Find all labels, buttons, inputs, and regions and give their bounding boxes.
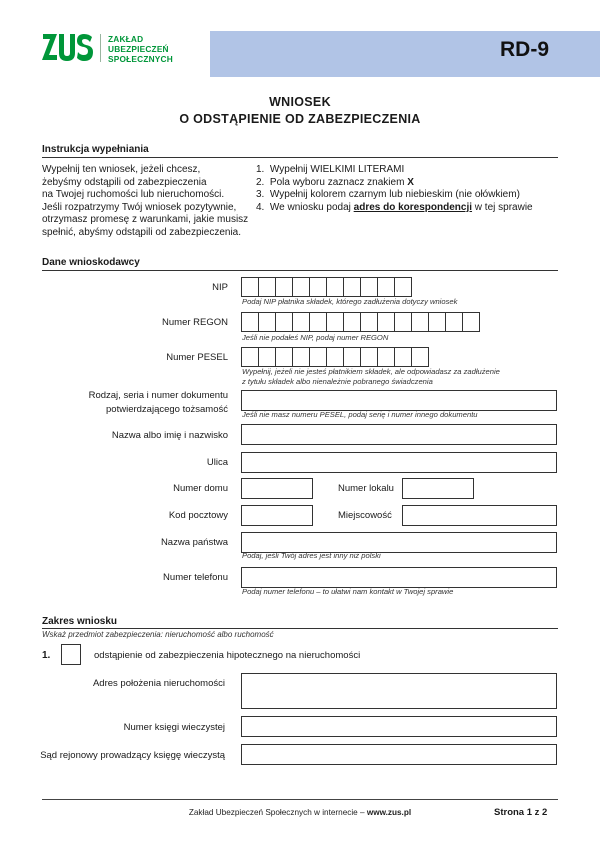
document-title-line-1: WNIOSEK — [269, 95, 331, 109]
digit-cell[interactable] — [343, 347, 361, 367]
digit-cell[interactable] — [343, 277, 361, 297]
property-address-field[interactable] — [241, 673, 557, 709]
form-code: RD-9 — [500, 38, 550, 61]
digit-cell[interactable] — [326, 312, 344, 332]
instruction-item: 3. Wypełnij kolorem czarnym lub niebieskim (nie ołówkiem) — [256, 189, 520, 201]
court-field[interactable] — [241, 744, 557, 765]
house-number-field[interactable] — [241, 478, 313, 499]
option-number: 1. — [42, 650, 51, 661]
digit-cell[interactable] — [343, 312, 361, 332]
option-1-checkbox[interactable] — [61, 644, 81, 665]
instructions-heading: Instrukcja wypełniania — [42, 144, 149, 155]
digit-cell[interactable] — [377, 347, 395, 367]
instructions-line: Jeśli rozpatrzymy Twój wniosek pozytywnie, — [42, 201, 237, 213]
digit-cell[interactable] — [394, 312, 412, 332]
nip-hint: Podaj NIP płatnika składek, którego zadłużenia dotyczy wniosek — [242, 297, 458, 306]
logo-text-line-3: SPOŁECZNYCH — [108, 54, 173, 64]
country-field[interactable] — [241, 532, 557, 553]
instruction-item: 1. Wypełnij WIELKIMI LITERAMI — [256, 164, 405, 175]
digit-cell[interactable] — [309, 312, 327, 332]
court-label: Sąd rejonowy prowadzący księgę wieczystą — [40, 750, 225, 761]
digit-cell[interactable] — [275, 277, 293, 297]
instructions-rule — [42, 157, 558, 158]
instructions-line: na Twojej ruchomości lub nieruchomości. — [42, 189, 225, 201]
instructions-line: żebyśmy odstąpili od zabezpieczenia — [42, 176, 207, 188]
regon-input[interactable] — [241, 312, 479, 332]
property-address-label: Adres położenia nieruchomości — [92, 678, 225, 689]
footer-rule — [42, 799, 558, 800]
instructions-text — [42, 164, 252, 240]
digit-cell[interactable] — [394, 347, 412, 367]
digit-cell[interactable] — [326, 277, 344, 297]
digit-cell[interactable] — [292, 347, 310, 367]
instructions-line: otrzymasz promesę z warunkami, jakie musisz — [42, 214, 249, 226]
digit-cell[interactable] — [377, 312, 395, 332]
digit-cell[interactable] — [326, 347, 344, 367]
name-field[interactable] — [241, 424, 557, 445]
digit-cell[interactable] — [258, 347, 276, 367]
option-1-label: odstąpienie od zabezpieczenia hipotecznego na nieruchomości — [94, 650, 361, 661]
digit-cell[interactable] — [360, 277, 378, 297]
phone-label: Numer telefonu — [163, 572, 228, 583]
footer-link[interactable]: www.zus.pl — [366, 808, 412, 817]
nip-input[interactable] — [241, 277, 411, 297]
logo-text-line-2: UBEZPIECZEŃ — [108, 44, 169, 54]
digit-cell[interactable] — [241, 312, 259, 332]
digit-cell[interactable] — [275, 312, 293, 332]
digit-cell[interactable] — [445, 312, 463, 332]
instruction-item: 4. We wniosku podaj adres do korespondencji w tej sprawie — [256, 201, 533, 213]
applicant-heading: Dane wnioskodawcy — [42, 257, 140, 268]
document-title-line-2: O ODSTĄPIENIE OD ZABEZPIECZENIA — [179, 112, 421, 126]
document-field[interactable] — [241, 390, 557, 411]
digit-cell[interactable] — [258, 277, 276, 297]
digit-cell[interactable] — [428, 312, 446, 332]
applicant-rule — [42, 270, 558, 271]
pesel-label: Numer PESEL — [166, 352, 228, 363]
pesel-input[interactable] — [241, 347, 428, 367]
zus-logo-icon — [42, 31, 94, 63]
logo-text-line-1: ZAKŁAD — [108, 34, 144, 44]
phone-hint: Podaj numer telefonu – to ułatwi nam kontakt w Twojej sprawie — [242, 587, 454, 596]
digit-cell[interactable] — [258, 312, 276, 332]
regon-label: Numer REGON — [162, 317, 228, 328]
digit-cell[interactable] — [394, 277, 412, 297]
digit-cell[interactable] — [309, 277, 327, 297]
city-label: Miejscowość — [338, 510, 392, 521]
street-field[interactable] — [241, 452, 557, 473]
scope-rule — [42, 628, 558, 629]
flat-number-field[interactable] — [402, 478, 474, 499]
digit-cell[interactable] — [462, 312, 480, 332]
city-field[interactable] — [402, 505, 557, 526]
flat-number-label: Numer lokalu — [338, 483, 394, 494]
digit-cell[interactable] — [292, 277, 310, 297]
house-number-label: Numer domu — [173, 483, 228, 494]
digit-cell[interactable] — [360, 347, 378, 367]
regon-hint: Jeśli nie podałeś NIP, podaj numer REGON — [242, 333, 389, 342]
land-register-field[interactable] — [241, 716, 557, 737]
digit-cell[interactable] — [292, 312, 310, 332]
page-number: Strona 1 z 2 — [494, 807, 548, 818]
digit-cell[interactable] — [241, 347, 259, 367]
postal-code-field[interactable] — [241, 505, 313, 526]
digit-cell[interactable] — [360, 312, 378, 332]
digit-cell[interactable] — [411, 312, 429, 332]
country-hint: Podaj, jeśli Twój adres jest inny niż polski — [242, 551, 381, 560]
postal-code-label: Kod pocztowy — [168, 510, 228, 521]
nip-label: NIP — [212, 282, 228, 293]
document-label: Rodzaj, seria i numer dokumentu potwierdzającego tożsamość — [88, 390, 228, 415]
phone-field[interactable] — [241, 567, 557, 588]
document-hint: Jeśli nie masz numeru PESEL, podaj serię i numer innego dokumentu — [242, 410, 478, 419]
instruction-item: 2. Pola wyboru zaznacz znakiem X — [256, 176, 414, 188]
digit-cell[interactable] — [411, 347, 429, 367]
logo-divider — [100, 34, 101, 62]
digit-cell[interactable] — [241, 277, 259, 297]
instructions-line: Wypełnij ten wniosek, jeżeli chcesz, — [42, 164, 201, 175]
digit-cell[interactable] — [377, 277, 395, 297]
scope-note: Wskaż przedmiot zabezpieczenia: nieruchomość albo ruchomość — [42, 630, 274, 639]
name-label: Nazwa albo imię i nazwisko — [111, 430, 228, 441]
land-register-label: Numer księgi wieczystej — [123, 722, 225, 733]
scope-heading: Zakres wniosku — [42, 616, 118, 627]
digit-cell[interactable] — [309, 347, 327, 367]
pesel-hint: Wypełnij, jeżeli nie jesteś płatnikiem składek, ale odpowiadasz za zadłużenie z tytułu składek albo nienależnie pobranego świadczenia — [242, 367, 500, 386]
instructions-line: spełnić, abyśmy odstąpili od zabezpieczenia. — [42, 226, 241, 238]
country-label: Nazwa państwa — [160, 537, 228, 548]
street-label: Ulica — [206, 457, 228, 468]
footer-text: Zakład Ubezpieczeń Społecznych w internecie – www.zus.pl — [188, 808, 412, 817]
digit-cell[interactable] — [275, 347, 293, 367]
instructions-list — [256, 164, 533, 214]
